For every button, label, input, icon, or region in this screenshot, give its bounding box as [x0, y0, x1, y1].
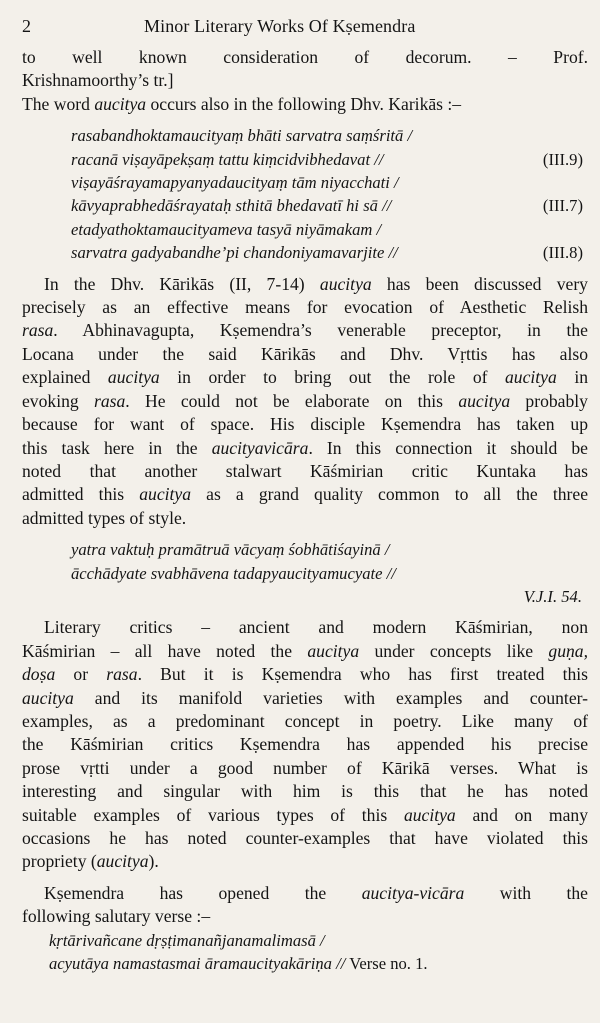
verse-line: kāvyaprabhedāśrayataḥ sthitā bhedavatī hi sā // (III.7)	[22, 194, 588, 217]
verse-line: ācchādyate svabhāvena tadapyaucityamucyate //	[71, 563, 396, 583]
text-line: Krishnamoorthy’s tr.]	[22, 70, 174, 91]
text-line: this task here in the aucityavicāra. In this connection it should be	[22, 437, 588, 458]
verse-reference: V.J.I. 54.	[523, 586, 582, 606]
verse-line: etadyathoktamaucityameva tasyā niyāmakam /	[71, 219, 382, 239]
text-line: to well known consideration of decorum. – Prof.	[22, 47, 588, 67]
text-line: the Kāśmirian critics Kṣemendra has appended his precise	[22, 734, 588, 755]
text-line: Kṣemendra has opened the aucitya-vicāra with the	[44, 882, 588, 903]
running-title: Minor Literary Works Of Kṣemendra	[144, 16, 416, 36]
verse-line: racanā viṣayāpekṣaṃ tattu kiṃcidvibhedavat // (III.9)	[22, 148, 588, 171]
text-line: Locana under the said Kārikās and Dhv. Vṛttis has also	[22, 343, 588, 364]
verse-line: acyutāya namastasmai āramaucityakāriṇa // Verse no. 1.	[49, 954, 428, 974]
text-line: propriety (aucitya).	[22, 851, 159, 872]
text-line: admitted types of style.	[22, 507, 187, 528]
verse-line: rasabandhoktamaucityaṃ bhāti sarvatra saṃśritā /	[71, 126, 413, 146]
text-line: doṣa or rasa. But it is Kṣemendra who has first treated this	[22, 664, 588, 685]
text-line: because for want of space. His disciple Kṣemendra has taken up	[22, 414, 588, 435]
text-line: following salutary verse :–	[22, 906, 211, 927]
text-line: rasa. Abhinavagupta, Kṣemendra’s venerable preceptor, in the	[22, 320, 588, 341]
text-line: suitable examples of various types of this aucitya and on many	[22, 804, 589, 825]
page-number: 2	[22, 16, 31, 36]
verse-line: sarvatra gadyabandhe’pi chandoniyamavarjite // (III.8)	[22, 241, 588, 264]
text-line: prose vṛtti under a good number of Kārikā verses. What is	[22, 757, 588, 778]
text-line: noted that another stalwart Kāśmirian critic Kuntaka has	[22, 460, 588, 481]
text-line: precisely as an effective means for evocation of Aesthetic Relish	[22, 297, 588, 318]
text-line: Kāśmirian – all have noted the aucitya under concepts like guṇa,	[22, 640, 588, 661]
text-line: examples, as a predominant concept in poetry. Like many of	[22, 710, 588, 731]
verse-line: kṛtārivañcane dṛṣṭimanañjanamalimasā /	[49, 930, 325, 950]
verse-line: viṣayāśrayamapyanyadaucityaṃ tām niyacchati /	[71, 173, 399, 193]
text-line: The word aucitya occurs also in the following Dhv. Karikās :–	[22, 93, 462, 114]
text-line: admitted this aucitya as a grand quality common to all the three	[22, 484, 589, 505]
text-line: In the Dhv. Kārikās (II, 7-14) aucitya has been discussed very	[44, 273, 588, 294]
text-line: Literary critics – ancient and modern Kāśmirian, non	[44, 617, 588, 638]
text-line: aucitya and its manifold varieties with examples and counter-	[22, 687, 588, 708]
verse-reference: (III.7)	[542, 196, 583, 216]
verse-reference: (III.8)	[542, 243, 583, 263]
verse-reference: (III.9)	[542, 149, 583, 169]
text-line: evoking rasa. He could not be elaborate on this aucitya probably	[22, 390, 588, 411]
book-page	[22, 16, 588, 975]
verse-line: yatra vaktuḥ pramātruā vācyaṃ śobhātiśayinā /	[71, 540, 390, 560]
page-header	[22, 16, 588, 46]
text-line: interesting and singular with him is this that he has noted	[22, 781, 588, 802]
text-line: explained aucitya in order to bring out the role of aucitya in	[22, 367, 588, 388]
text-line: occasions he has noted counter-examples that have violated this	[22, 828, 588, 848]
